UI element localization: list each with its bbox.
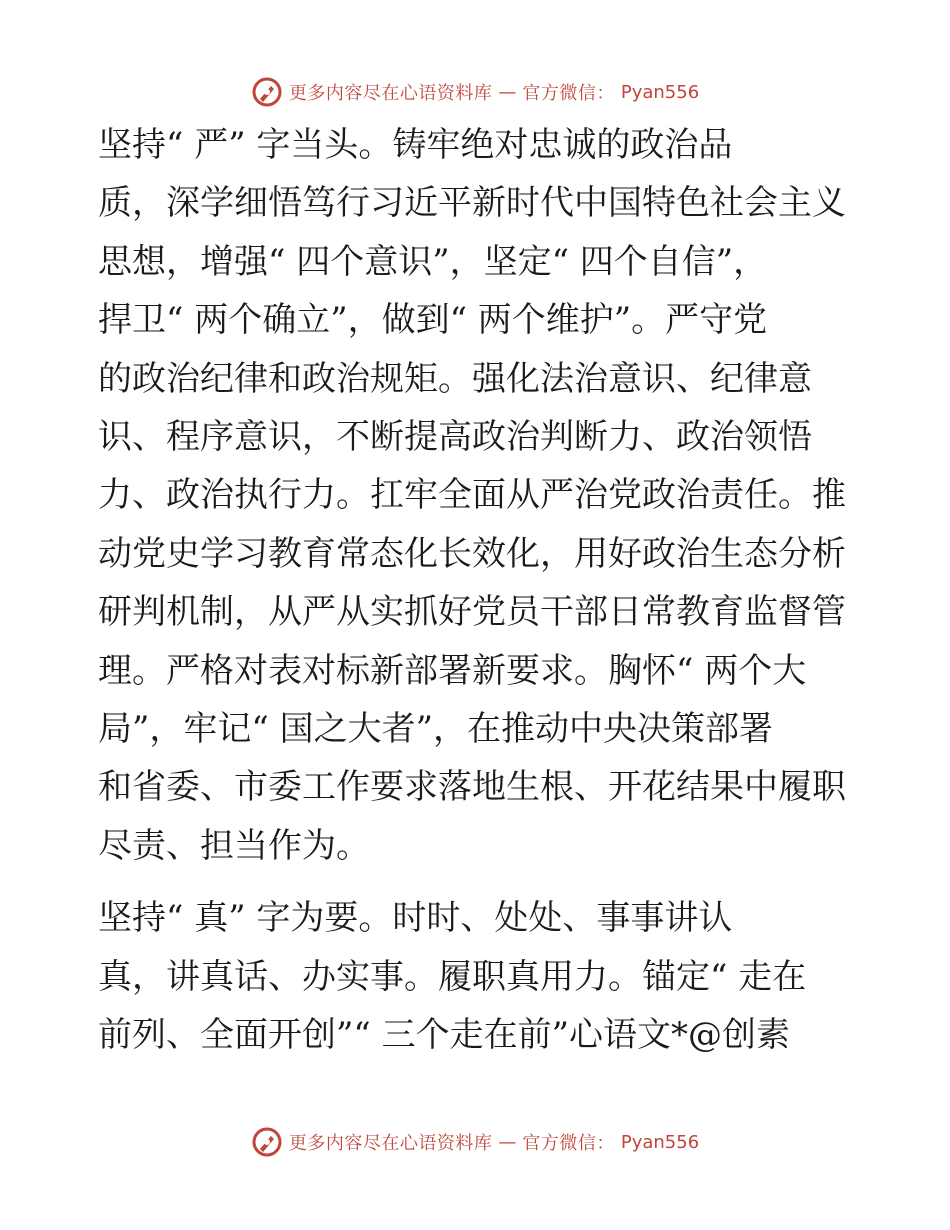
footer-watermark: [0, 1122, 950, 1162]
text-line: 坚持“ 严” 字当头。铸牢绝对忠诚的政治品: [98, 125, 733, 165]
pen-circle-logo-icon: [251, 1126, 283, 1158]
text-line: 真，讲真话、办实事。履职真用力。锚定“ 走在: [98, 956, 807, 997]
text-line: 捍卫“ 两个确立”，做到“ 两个维护”。严守党: [98, 300, 768, 341]
text-line: 尽责、担当作为。: [98, 825, 370, 866]
text-line: 动党史学习教育常态化长效化，用好政治生态分析: [98, 533, 846, 574]
watermark-label: 官方微信：: [522, 83, 615, 104]
paragraph-2: [98, 889, 858, 1064]
text-line: 前列、全面开创”“ 三个走在前”心语文*@创素: [98, 1015, 790, 1056]
text-line: 思想，增强“ 四个意识”，坚定“ 四个自信”，: [98, 241, 768, 282]
watermark-separator: —: [498, 81, 517, 103]
watermark-text: 更多内容尽在心语资料库: [288, 1133, 493, 1154]
text-line: 理。严格对表对标新部署新要求。胸怀“ 两个大: [98, 650, 807, 691]
watermark-text: 更多内容尽在心语资料库: [288, 83, 493, 104]
text-line: 研判机制，从严从实抓好党员干部日常教育监督管: [98, 592, 846, 633]
watermark-handle: Pyan556: [620, 1131, 700, 1153]
text-line: 力、政治执行力。扛牢全面从严治党政治责任。推: [98, 475, 846, 516]
watermark-label: 官方微信：: [522, 1133, 615, 1154]
text-line: 局”，牢记“ 国之大者”，在推动中央决策部署: [98, 709, 773, 750]
text-line: 识、程序意识，不断提高政治判断力、政治领悟: [98, 417, 812, 458]
watermark-handle: Pyan556: [620, 81, 700, 103]
watermark-separator: —: [498, 1131, 517, 1153]
text-line: 的政治纪律和政治规矩。强化法治意识、纪律意: [98, 358, 812, 399]
text-line: 坚持“ 真” 字为要。时时、处处、事事讲认: [98, 898, 733, 939]
paragraph-1: [98, 116, 858, 875]
header-watermark: [0, 72, 950, 112]
pen-circle-logo-icon: [251, 76, 283, 108]
text-line: 和省委、市委工作要求落地生根、开花结果中履职: [98, 767, 846, 808]
text-line: 质，深学细悟笃行习近平新时代中国特色社会主义: [98, 183, 846, 224]
document-body: [98, 116, 858, 1065]
